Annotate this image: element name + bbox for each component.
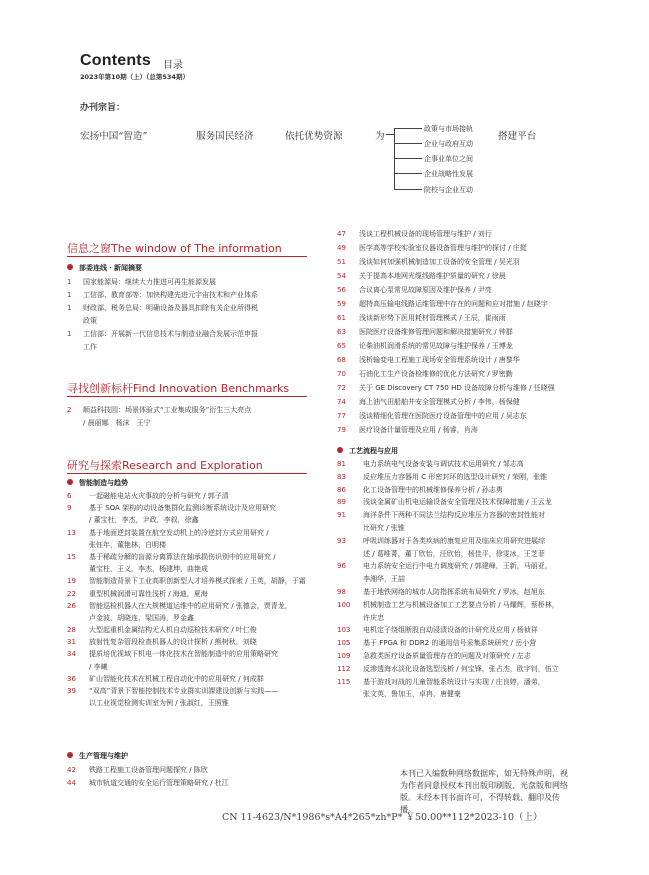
page-number: 93 [337, 536, 346, 545]
mission-label: 办刊宗旨： [80, 103, 126, 113]
toc-entry[interactable] [67, 552, 327, 564]
toc-entry[interactable] [67, 649, 327, 661]
page-number: 22 [67, 589, 76, 598]
toc-entry[interactable] [337, 313, 617, 327]
toc-entry[interactable] [337, 299, 617, 313]
entry-title: 浅谈精细化管理在医院医疗设备管理中的应用 / 吴志东 [359, 412, 527, 420]
page-number: 61 [337, 314, 346, 322]
toc-entry[interactable] [337, 285, 617, 299]
page-number: 19 [67, 577, 76, 586]
page-number: 2 [67, 406, 72, 414]
page-number: 96 [337, 562, 346, 571]
toc-entry[interactable] [67, 515, 327, 527]
toc-entry[interactable] [67, 662, 327, 674]
entry-title: 关于提高本地网光缆线路维护质量的研究 / 徐晨 [359, 272, 506, 280]
page-number: 103 [337, 626, 351, 635]
entry-title: 政策 [83, 317, 97, 325]
toc-entry[interactable] [337, 613, 617, 626]
page-number: 26 [67, 601, 76, 610]
section-innovation-title: 寻找创新标杆Find Innovation Benchmarks [67, 382, 290, 395]
entry-title: 智能制造背景下工业高职创新型人才培养模式探索 / 王英，胡静，于霜 [89, 577, 306, 586]
entry-title: 大型起重机金属结构无人机自动巡检技术研究 / 叶仁俊 [89, 626, 257, 635]
page-number: 115 [337, 677, 351, 686]
contents-title-cn: 目录 [163, 60, 183, 71]
page-number: 1 [67, 291, 72, 299]
page-number: 6 [67, 492, 72, 500]
page-number: 112 [337, 664, 351, 673]
toc-entry[interactable] [67, 329, 317, 342]
toc-entry[interactable] [67, 405, 317, 418]
entry-title: 电力系统安全运行中电力调度研究 / 郭建峰，王新，马丽亚， [363, 562, 552, 571]
entry-title: 海上油气田船舶井安全管理模式分析 / 李伟，杨保健 [359, 398, 520, 406]
toc-entry[interactable] [337, 472, 617, 485]
entry-title: 基于游戏对战的儿童智能系统设计与实现 / 庄良婷，潘弟， [363, 677, 545, 686]
entry-title: 矿山智能化技术在机械工程自动化中的应用研究 / 何成群 [89, 674, 264, 683]
bullet-icon [337, 447, 343, 453]
publication-code: CN 11-4623/N*1986*s*A4*265*zh*P* ￥50.00**112*2023-10（上） [222, 812, 543, 823]
toc-entry[interactable] [67, 625, 327, 637]
toc-entry[interactable] [67, 698, 327, 710]
mission-phrase-2: 服务国民经济 [196, 131, 254, 142]
toc-entry[interactable] [337, 327, 617, 341]
right-column-list [337, 229, 617, 439]
page-number: 79 [337, 426, 346, 434]
entry-title: 城市轨道交通的安全运行管理策略研究 / 杜江 [89, 778, 229, 787]
entry-title: 一起磁能电站火灾事故的分析与研究 / 郭子清 [89, 492, 229, 500]
toc-entry[interactable] [337, 271, 617, 285]
entry-title: 电机定子绕组断股自动浸渍设备的计研究及应用 / 杨祯祥 [363, 626, 538, 635]
toc-entry[interactable] [67, 765, 317, 778]
entry-title: 基于稀疏分解的盲源分离算法在轴承损伤识别中的应用研究 / [89, 552, 276, 561]
page-number: 77 [337, 412, 346, 420]
mission-item: 院校与企业互动 [424, 186, 473, 194]
toc-entry[interactable] [337, 497, 617, 510]
page-number: 9 [67, 504, 72, 513]
page-number: 39 [67, 687, 76, 695]
entry-title: “双高”背景下智能控制技术专业群实训課建设创新与实践—— [89, 687, 279, 695]
page-number: 74 [337, 398, 346, 406]
entry-title: 合议离心泵常见故障原因及维护保养 / 尹亮 [359, 286, 492, 294]
section-info-window-title: 信息之窗The window of The information [67, 242, 282, 255]
entry-title: 国家能源局：继续大力推进可再生能源发展 [83, 278, 216, 286]
toc-entry[interactable] [337, 425, 617, 439]
entry-title: 反渗透海水淡化设备选型浅析 / 何宝锋，张占杰，欧宇钊，伍立 [363, 664, 559, 673]
page-number: 54 [337, 272, 346, 280]
toc-entry[interactable] [67, 601, 327, 613]
entry-title: 基于 FPGA 和 DDR2 的通用信号采集系统研究 / 岳小营 [363, 639, 537, 648]
entry-title: 董宝柱，王义，李杰，杨建坤，曲艳成 [89, 565, 208, 574]
toc-entry[interactable] [337, 689, 617, 702]
entry-title: 比研究 / 张锥 [363, 523, 405, 532]
bullet-icon [67, 264, 73, 270]
page-number: 65 [337, 342, 346, 350]
page-number: 13 [67, 528, 76, 537]
entry-title: 浅析输变电工程施工现场安全管理系统设计 / 唐黎华 [359, 356, 520, 364]
toc-entry[interactable] [67, 576, 327, 588]
copyright-notice: 本刊已入编数种网络数据库，如无特殊声明，视为作者同意授权本刊出版印刷版、光盘版和网络版。未经本刊书面许可，不得转载、翻印及传播。 [400, 769, 568, 814]
mission-phrase-3: 依托优势资源 [285, 131, 343, 142]
entry-title: 述 / 葛唯菁，董丁欣怡，汪欣怡，杨佳平，徐雯冰，王芝菲 [363, 549, 545, 558]
entry-title: 提质培优视域下机电一体化技术在智能制造中的应用策略研究 [89, 650, 278, 659]
page-number: 36 [67, 674, 76, 683]
entry-title: 工信部、教育部等：加快构建先进元宇宙技术和产业体系 [83, 291, 258, 299]
page-number: 15 [67, 552, 76, 561]
entry-title: 财政部、税务总局：明确设备及器具扣除有关企业所得税 [83, 304, 258, 312]
toc-entry[interactable] [67, 564, 327, 576]
entry-title: 医疗设备计量管理及应用 / 杨睿，肖涛 [359, 426, 478, 434]
toc-entry[interactable] [337, 523, 617, 536]
entry-title: 浅谈新形势下医用耗材管理模式 / 王辰，崔雨雨 [359, 314, 506, 322]
mission-phrase-1: 宏扬中国“智造” [80, 131, 148, 142]
page-number: 34 [67, 650, 76, 659]
page-number: 105 [337, 639, 351, 648]
toc-entry[interactable] [337, 229, 617, 243]
page-number: 51 [337, 258, 346, 266]
toc-entry[interactable] [337, 600, 617, 613]
page-number: 72 [337, 384, 346, 392]
toc-entry[interactable] [67, 637, 327, 649]
section-divider [67, 473, 307, 474]
entry-title: / 董宝杜，李杰，尹政，李叙，徐鑫 [89, 516, 199, 525]
bracket-tick [394, 173, 422, 174]
toc-entry[interactable] [67, 342, 317, 355]
toc-entry[interactable] [67, 503, 327, 515]
page-number: 1 [67, 330, 72, 338]
page-number: 28 [67, 626, 76, 635]
toc-entry[interactable] [337, 638, 617, 651]
toc-entry[interactable] [337, 369, 617, 383]
toc-entry[interactable] [67, 613, 327, 625]
toc-entry[interactable] [337, 257, 617, 271]
mission-item: 企业与政府互动 [424, 140, 473, 148]
entry-title: 机械制造工艺与机械设备加工工艺要点分析 / 马耀辉，蔡桥林， [363, 600, 559, 609]
toc-entry[interactable] [337, 383, 617, 397]
bullet-icon [67, 752, 73, 758]
entry-title: 超特高压输电线路运维管理中存在的问题和应对措施 / 赵晓宇 [359, 300, 548, 308]
entry-title: 关于 GE Discovery CT 750 HD 设备故障分析与维修 / 任晓强 [359, 384, 555, 392]
toc-entry[interactable] [337, 536, 617, 549]
bracket-tick [394, 158, 422, 159]
page-number: 1 [67, 304, 72, 312]
toc-entry[interactable] [337, 561, 617, 574]
entry-title: 急救类医疗设备质量管理存在的问题及对策研究 / 左志 [363, 651, 531, 660]
entry-title: 卢金波，胡晓连，梁国涛，罗金鑫 [89, 613, 194, 622]
page-number: 83 [337, 472, 346, 481]
toc-entry[interactable] [67, 778, 317, 791]
entry-title: 反应堆压力容器用 C 形密封环的选型设计研究 / 荣刚，张锥 [363, 472, 548, 481]
section-divider [67, 256, 307, 257]
entry-title: 论柴油机润滑系统的常见故障与维护保养 / 王博龙 [359, 342, 513, 350]
subsection-title: 工艺流程与应用 [337, 446, 398, 456]
maintenance-list [67, 765, 317, 790]
toc-entry[interactable] [337, 485, 617, 498]
entry-title: 浅谈金属矿山机电运输设备安全管理及技术保障措施 / 王云龙 [363, 498, 552, 507]
entry-title: 化工设备管理中的机械维修保养分析 / 孙志勇 [363, 485, 503, 494]
page-number: 68 [337, 356, 346, 364]
entry-title: 许庆忠 [363, 613, 384, 622]
entry-title: 顺益科技园：场景体验式“工业集成服务”衍生三大亮点 [83, 406, 252, 414]
toc-entry[interactable] [337, 341, 617, 355]
page-number: 59 [337, 300, 346, 308]
bracket-tick [394, 189, 422, 190]
toc-entry[interactable] [337, 574, 617, 587]
process-list [337, 459, 617, 702]
toc-entry[interactable] [337, 587, 617, 600]
contents-title: Contents [80, 52, 151, 69]
entry-title: 张文英，鲁加玉，卓冉，唐健豪 [363, 690, 461, 699]
entry-title: 医院医疗设备维修管理问题和解决措施研究 / 钟群 [359, 328, 513, 336]
entry-title: 工作 [83, 343, 97, 351]
entry-title: 海洋条件下两种不同法兰结构反应堆压力容器的密封性能对 [363, 511, 545, 520]
entry-title: 电力系统电气设备安装与调试技术运用研究 / 邹志高 [363, 460, 524, 468]
innovation-list [67, 405, 317, 431]
mission-item: 企事业单位之间 [424, 155, 473, 163]
entry-title: 基于地面逆封装置在航空发动机上的冷逆封方式应用研究 / [89, 528, 269, 537]
page-number: 86 [337, 485, 346, 494]
toc-entry[interactable] [67, 528, 327, 540]
page-number: 81 [337, 460, 346, 468]
toc-entry[interactable] [67, 491, 327, 503]
toc-entry[interactable] [337, 459, 617, 472]
toc-entry[interactable] [67, 540, 327, 552]
issue-number: 2023年第10期（上）（总第534期） [80, 73, 189, 81]
mission-item: 政策与市场接轨 [424, 125, 473, 133]
entry-title: 智能巡检机器人在大规模道运维中的应用研究 / 张德会，贾青龙， [89, 601, 292, 610]
bracket-tick [394, 143, 422, 144]
info-window-list [67, 277, 317, 355]
bullet-icon [67, 479, 73, 485]
entry-title: 医学高等学校实验室仪器设备管理与维护的探讨 / 庄挺 [359, 244, 527, 252]
page-number: 89 [337, 498, 346, 507]
page-number: 63 [337, 328, 346, 336]
toc-entry[interactable] [337, 625, 617, 638]
page-number: 98 [337, 587, 346, 596]
toc-entry[interactable] [67, 277, 317, 290]
mission-item: 企业战略性发展 [424, 170, 473, 178]
entry-title: 基于 SOA 架构的动设备集群化监测诊断系统设计及应用研究 [89, 504, 277, 513]
page-number: 49 [337, 244, 346, 252]
section-divider [67, 396, 307, 397]
toc-entry[interactable] [337, 651, 617, 664]
toc-entry[interactable] [337, 677, 617, 690]
entry-title: 放射性复杂管段检查机器人的设计探析 / 熊树秋，刘晓 [89, 638, 257, 647]
toc-entry[interactable] [67, 316, 317, 329]
page-number: 70 [337, 370, 346, 378]
page-number: 44 [67, 778, 76, 787]
entry-title: 铁路工程施工设备管理问题探究 / 陈欣 [89, 766, 208, 774]
toc-entry[interactable] [67, 589, 327, 601]
page-number: 109 [337, 651, 351, 660]
toc-entry[interactable] [337, 549, 617, 562]
toc-entry[interactable] [67, 674, 327, 686]
subsection-title: 智能制造与趋势 [67, 478, 128, 488]
entry-title: 李湘华，王喆 [363, 575, 405, 584]
entry-title: 重型机械润滑可靠性浅析 / 海迪，夏海 [89, 589, 208, 598]
entry-title: / 李曦 [89, 662, 108, 671]
entry-title: 石油化工生产设备检维修的优化方法研究 / 罗密勤 [359, 370, 513, 378]
page-number: 1 [67, 278, 72, 286]
entry-title: 以工业视觉检测实训室为例 / 张淑红，王照雅 [89, 699, 229, 708]
entry-title: 浅谈工程机械设备的现场管理与维护 / 刘行 [359, 230, 492, 238]
toc-entry[interactable] [337, 243, 617, 257]
toc-entry[interactable] [337, 664, 617, 677]
research-list [67, 491, 327, 710]
page-number: 42 [67, 766, 76, 774]
toc-entry[interactable] [67, 686, 327, 698]
bracket-line [394, 128, 395, 190]
entry-title: / 晨丽娜 杨沫 王宁 [83, 419, 151, 427]
subsection-title: 生产管理与维护 [67, 751, 128, 761]
entry-title: 浅谈如何加强机械制造加工设备的安全管理 / 吴光羽 [359, 258, 520, 266]
entry-title: 张钰年，董艳林，白明楼 [89, 540, 166, 549]
entry-title: 工信部：开展新一代信息技术与制造业融合发展示范申报 [83, 330, 258, 338]
entry-title: 基于地铁网络的城市人防指挥系统布局研究 / 罗冰，赵旭东 [363, 587, 545, 596]
page-number: 91 [337, 511, 346, 520]
section-research-title: 研究与探索Research and Exploration [67, 459, 263, 472]
mission-phrase-4: 为 [375, 131, 385, 142]
page-number: 31 [67, 638, 76, 647]
entry-title: 呼吸训练器对于各类疾病的康复应用及临床应用研究进展综 [363, 536, 545, 545]
subsection-title: 部委连线・新闻摘要 [67, 263, 142, 273]
page-number: 100 [337, 600, 351, 609]
toc-entry[interactable] [337, 510, 617, 523]
mission-phrase-5: 搭建平台 [498, 131, 537, 142]
toc-entry[interactable] [67, 418, 317, 431]
toc-entry[interactable] [67, 290, 317, 303]
bracket-tick [394, 128, 422, 129]
toc-entry[interactable] [337, 397, 617, 411]
page-number: 56 [337, 286, 346, 294]
toc-entry[interactable] [67, 303, 317, 316]
toc-entry[interactable] [337, 355, 617, 369]
page-number: 47 [337, 230, 346, 238]
toc-entry[interactable] [337, 411, 617, 425]
